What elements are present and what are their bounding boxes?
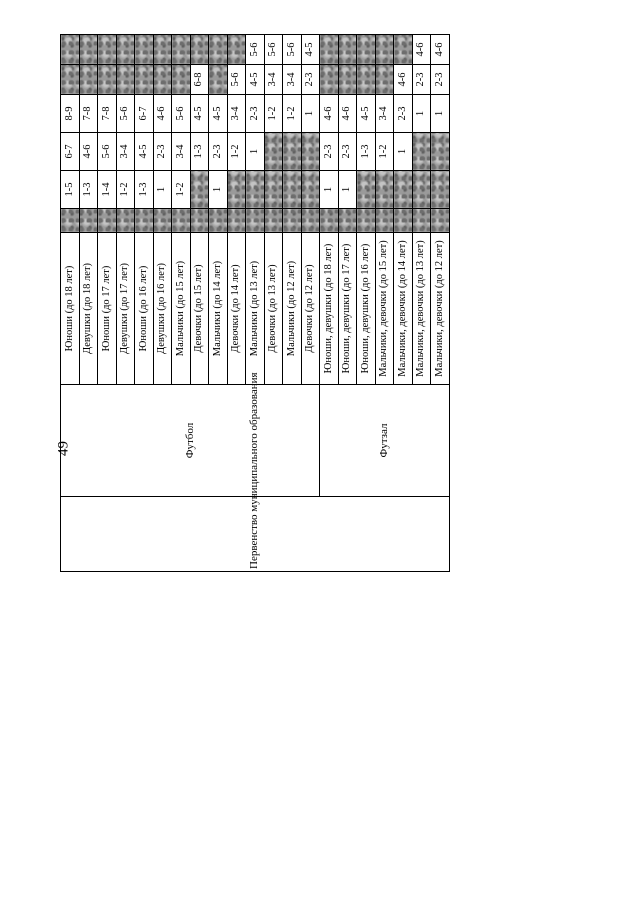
rank-cell	[431, 133, 450, 171]
category-cell: Девочки (до 14 лет)	[227, 233, 246, 385]
rank-cell	[116, 65, 135, 95]
rank-cell: 5-6	[98, 133, 117, 171]
rank-cell	[301, 209, 320, 233]
rank-cell	[135, 209, 154, 233]
rank-cell	[98, 209, 117, 233]
rank-cell	[394, 171, 413, 209]
rank-cell: 3-4	[264, 65, 283, 95]
rank-cell: 5-6	[264, 35, 283, 65]
rank-cell: 1-4	[98, 171, 117, 209]
category-cell: Девушки (до 18 лет)	[79, 233, 98, 385]
category-cell: Мальчики (до 14 лет)	[209, 233, 228, 385]
rank-cell: 2-3	[320, 133, 339, 171]
category-cell: Девочки (до 13 лет)	[264, 233, 283, 385]
category-cell: Мальчики (до 12 лет)	[283, 233, 302, 385]
category-cell: Мальчики, девочки (до 14 лет)	[394, 233, 413, 385]
rank-cell: 1-3	[190, 133, 209, 171]
rank-table	[60, 34, 450, 572]
rank-cell	[264, 171, 283, 209]
rank-cell: 4-5	[209, 95, 228, 133]
rank-cell	[320, 65, 339, 95]
rank-cell	[357, 35, 376, 65]
rank-cell: 5-6	[116, 95, 135, 133]
rank-cell	[227, 171, 246, 209]
rank-cell: 2-3	[412, 65, 431, 95]
rank-cell	[375, 35, 394, 65]
rank-cell: 4-6	[338, 95, 357, 133]
rank-cell: 2-3	[246, 95, 265, 133]
rank-cell: 4-5	[135, 133, 154, 171]
rank-cell	[227, 35, 246, 65]
rank-cell	[190, 171, 209, 209]
rank-cell: 5-6	[246, 35, 265, 65]
rank-cell	[320, 35, 339, 65]
rank-cell	[375, 65, 394, 95]
rank-cell: 1-2	[375, 133, 394, 171]
rank-cell	[375, 171, 394, 209]
rank-cell	[153, 35, 172, 65]
rank-cell: 2-3	[394, 95, 413, 133]
rank-cell: 1	[431, 95, 450, 133]
rank-cell	[431, 209, 450, 233]
rank-cell: 5-6	[283, 35, 302, 65]
rank-cell: 1	[153, 171, 172, 209]
category-cell: Мальчики, девочки (до 15 лет)	[375, 233, 394, 385]
rank-cell: 5-6	[227, 65, 246, 95]
rank-cell	[61, 65, 80, 95]
rank-cell	[227, 209, 246, 233]
rank-cell	[283, 133, 302, 171]
rank-cell: 4-6	[79, 133, 98, 171]
rank-cell	[209, 35, 228, 65]
rank-cell: 4-6	[412, 35, 431, 65]
table-row	[320, 35, 339, 572]
rank-cell	[209, 209, 228, 233]
rank-cell	[135, 65, 154, 95]
rank-cell	[394, 35, 413, 65]
rank-cell	[172, 35, 191, 65]
rank-cell	[153, 65, 172, 95]
rank-cell	[283, 171, 302, 209]
rank-cell: 4-6	[320, 95, 339, 133]
rank-cell: 4-6	[394, 65, 413, 95]
rank-cell: 1	[394, 133, 413, 171]
rank-cell	[153, 209, 172, 233]
rank-cell: 3-4	[375, 95, 394, 133]
rank-cell	[338, 209, 357, 233]
rank-cell	[431, 171, 450, 209]
category-cell: Девочки (до 15 лет)	[190, 233, 209, 385]
rank-cell	[301, 171, 320, 209]
rank-cell: 1-3	[135, 171, 154, 209]
rank-cell: 6-8	[190, 65, 209, 95]
rank-cell	[357, 65, 376, 95]
rank-cell: 6-7	[61, 133, 80, 171]
rank-cell	[246, 171, 265, 209]
rank-cell: 2-3	[209, 133, 228, 171]
rank-cell: 1	[412, 95, 431, 133]
rank-cell: 4-5	[246, 65, 265, 95]
rank-cell: 4-5	[190, 95, 209, 133]
category-cell: Девушки (до 17 лет)	[116, 233, 135, 385]
category-cell: Юноши, девушки (до 18 лет)	[320, 233, 339, 385]
category-cell: Мальчики, девочки (до 13 лет)	[412, 233, 431, 385]
rank-cell	[190, 209, 209, 233]
rank-cell	[412, 133, 431, 171]
rank-cell	[116, 209, 135, 233]
category-cell: Девочки (до 12 лет)	[301, 233, 320, 385]
rank-cell: 1	[320, 171, 339, 209]
rank-cell: 1-5	[61, 171, 80, 209]
rank-cell: 5-6	[172, 95, 191, 133]
rank-cell: 7-8	[98, 95, 117, 133]
category-cell: Юноши, девушки (до 16 лет)	[357, 233, 376, 385]
sport-name: Футбол	[61, 385, 320, 497]
rank-cell	[79, 35, 98, 65]
rank-cell: 1-2	[283, 95, 302, 133]
table-row	[61, 35, 80, 572]
rank-cell	[116, 35, 135, 65]
rank-cell	[394, 209, 413, 233]
category-cell: Юноши (до 16 лет)	[135, 233, 154, 385]
rank-cell	[61, 209, 80, 233]
rank-cell: 2-3	[153, 133, 172, 171]
rank-cell: 8-9	[61, 95, 80, 133]
rank-cell	[209, 65, 228, 95]
rank-cell: 3-4	[172, 133, 191, 171]
rank-cell	[338, 65, 357, 95]
rank-cell	[264, 133, 283, 171]
rank-cell	[172, 65, 191, 95]
rank-cell	[98, 65, 117, 95]
rank-cell	[357, 209, 376, 233]
category-cell: Мальчики, девочки (до 12 лет)	[431, 233, 450, 385]
rank-cell: 4-5	[301, 35, 320, 65]
rank-cell	[375, 209, 394, 233]
rank-cell	[246, 209, 265, 233]
category-cell: Мальчики (до 15 лет)	[172, 233, 191, 385]
rank-cell	[135, 35, 154, 65]
rank-cell: 1-2	[172, 171, 191, 209]
rank-cell: 1	[301, 95, 320, 133]
rank-cell: 1-2	[116, 171, 135, 209]
level-cell: Первенство муниципального образования	[61, 497, 450, 572]
rank-cell	[190, 35, 209, 65]
rank-cell: 2-3	[431, 65, 450, 95]
rank-cell	[320, 209, 339, 233]
rank-cell	[264, 209, 283, 233]
category-cell: Юноши (до 18 лет)	[61, 233, 80, 385]
rank-cell	[98, 35, 117, 65]
rank-cell: 4-6	[153, 95, 172, 133]
category-cell: Девушки (до 16 лет)	[153, 233, 172, 385]
rank-cell: 3-4	[227, 95, 246, 133]
rank-cell: 2-3	[301, 65, 320, 95]
rank-cell: 1-3	[357, 133, 376, 171]
rank-cell	[301, 133, 320, 171]
sport-name: Футзал	[320, 385, 450, 497]
rank-cell: 1-2	[227, 133, 246, 171]
rank-cell: 1-2	[264, 95, 283, 133]
category-cell: Юноши (до 17 лет)	[98, 233, 117, 385]
rank-cell: 1	[246, 133, 265, 171]
rank-cell: 7-8	[79, 95, 98, 133]
rank-cell: 3-4	[116, 133, 135, 171]
rank-cell: 1-3	[79, 171, 98, 209]
rank-cell: 4-6	[431, 35, 450, 65]
rank-cell	[412, 171, 431, 209]
rank-cell: 4-5	[357, 95, 376, 133]
rank-cell: 1	[209, 171, 228, 209]
rank-cell	[172, 209, 191, 233]
rank-cell: 6-7	[135, 95, 154, 133]
category-cell: Мальчики (до 13 лет)	[246, 233, 265, 385]
rank-cell	[79, 65, 98, 95]
category-cell: Юноши, девушки (до 17 лет)	[338, 233, 357, 385]
rank-cell	[283, 209, 302, 233]
page-number: 49	[55, 441, 72, 456]
rank-cell	[61, 35, 80, 65]
rank-cell: 2-3	[338, 133, 357, 171]
rank-cell: 3-4	[283, 65, 302, 95]
rank-cell	[357, 171, 376, 209]
rank-cell	[338, 35, 357, 65]
rank-cell: 1	[338, 171, 357, 209]
rank-cell	[79, 209, 98, 233]
rank-cell	[412, 209, 431, 233]
